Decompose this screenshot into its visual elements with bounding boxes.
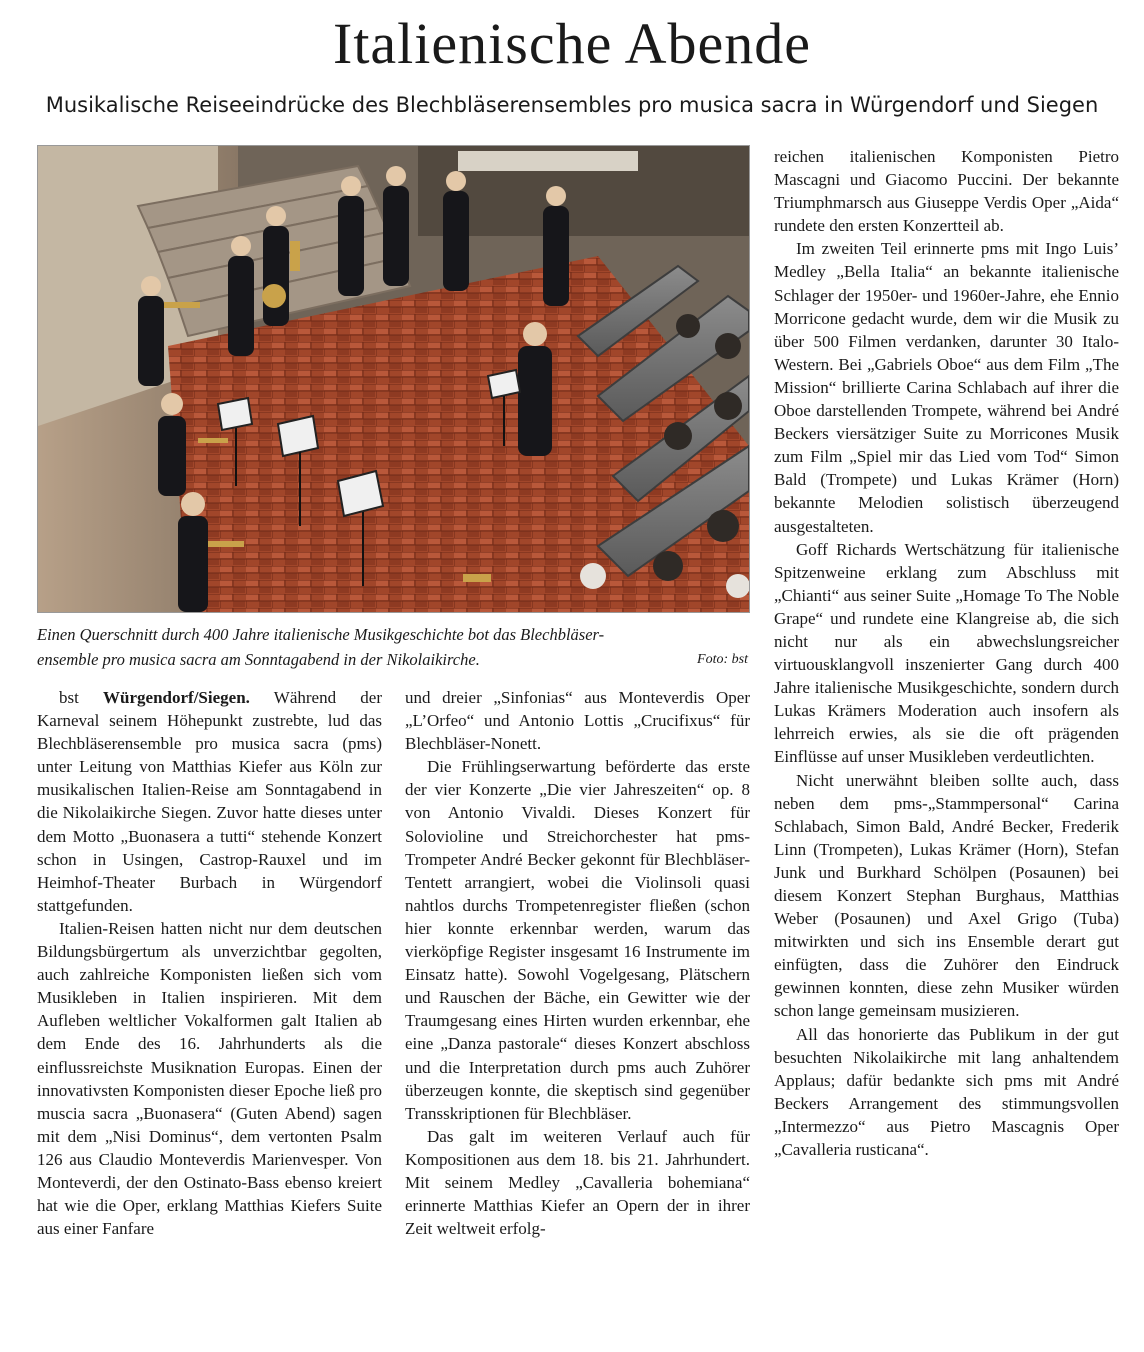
column-2 (405, 686, 750, 1240)
column-1 (37, 686, 382, 1240)
concert-photo (37, 145, 750, 613)
caption-line-2 (37, 647, 748, 672)
paragraph: und dreier „Sinfonias“ aus Monteverdis Oper „L’Orfeo“ und Antonio Lottis „Crucifixus“ für Blechbläser-Nonett. (405, 688, 750, 754)
column-3 (774, 145, 1119, 1161)
paragraph: Italien-Reisen hatten nicht nur dem deutschen Bildungsbürgertum als unverzichtbar gegolten, auch zahlreiche Komponisten ließen sich vom Musikleben in Italien inspirieren. Mit dem Aufleben weltlicher Vokalformen galt Italien ab dem Ende des 16. Jahrhunderts als die einflussreichste Musiknation Europas. Einen der innovativsten Komponisten dieser Epoche ließ pro muscia sacra „Buonasera“ (Guten Abend) sagen mit dem „Nisi Dominus“, dem vertonten Psalm 126 aus Claudio Monteverdis Marienvesper. Von Monteverdi, der den Ostinato-Bass ebenso kreiert hat wie die Oper, erklang Matthias Kiefers Suite aus einer Fanfare (37, 918, 382, 1239)
caption-line-1: Einen Querschnitt durch 400 Jahre italienische Musikgeschichte bot das Blechbläser- (37, 625, 605, 644)
paragraph: Das galt im weiteren Verlauf auch für Kompositionen aus dem 18. bis 21. Jahrhundert. Mit seinem Medley „Cavalleria bohemiana“ erinnerte Matthias Kiefer an Opern der in ihrer Zeit weltweit erfolg- (405, 1126, 750, 1239)
byline: bst (59, 688, 79, 707)
subheadline: Musikalische Reiseeindrücke des Blechbläserensembles pro musica sacra in Würgendorf und Siegen (45, 93, 1099, 117)
headline: Italienische Abende (333, 11, 811, 76)
dateline: Würgendorf/Siegen. (103, 688, 250, 707)
paragraph: Nicht unerwähnt bleiben sollte auch, dass neben dem pms-„Stammpersonal“ Carina Schlabach, Simon Bald, André Becker, Frederik Linn (Trompeten), Lukas Krämer (Horn), Stefan Junk und Burkhard Schölpen (Posaunen) bei diesem Konzert Stephan Burghaus, Matthias Weber (Posaunen) und Axel Grigo (Tuba) mitwirkten und sich ins Ensemble derart gut einfügten, dass die Zuhörer den Eindruck gewinnen konnten, diese zehn Musiker würden schon lange gemeinsam musizieren. (774, 770, 1119, 1021)
paragraph: Goff Richards Wertschätzung für italienische Spitzenweine erklang zum Abschluss mit „Chianti“ aus seiner Suite „Homage To The Noble Grape“ und rundete eine Klangreise ab, die sich nicht nur als ein abwechslungsreicher virtuousklangvoll inszenierter Gang durch 400 Jahre italienische Musikgeschichte, sondern durch Lukas Krämers Moderation auch insofern als lehrreich erwies, als sie die oft prägenden Einflüsse auf unser Musikleben verdeutlichten. (774, 539, 1119, 767)
paragraph: Die Frühlingserwartung beförderte das erste der vier Konzerte „Die vier Jahreszeiten“ op. 8 von Antonio Vivaldi. Dieses Konzert für Solovioline und Streichorchester hat pms-Trompeter André Becker gekonnt für Blechbläser-Tentett arrangiert, wobei die Violinsoli quasi nahtlos durchs Trompetenregister fließen (schon hier konnte erkennbar werden, warum das vierköpfige Register insgesamt 16 Instrumente im Einsatz hatte). Sowohl Vogelgesang, Plätschern und Rauschen der Bäche, ein Gewitter wie der Traumgesang eines Hirten wurden erkennbar, ehe eine „Danza pastorale“ dieses Konzert abschloss und die Interpretation durch pms auch Zuhörer überzeugen konnte, die skeptisch sind gegenüber Transskriptionen für Blechbläser. (405, 757, 750, 1123)
paragraph: Im zweiten Teil erinnerte pms mit Ingo Luis’ Medley „Bella Italia“ an bekannte italienische Schlager der 1950er- und 1960er-Jahre, ehe Ennio Morricone gedacht wurde, dem wir die Musik zu über 500 Filmen verdanken, darunter 30 Italo-Western. Bei „Gabriels Oboe“ aus dem Film „The Mission“ brillierte Carina Schlabach auf ihrer die Oboe darstellenden Trompete, während bei André Beckers viersätziger Suite zu Morricones Musik zum Film „Spiel mir das Lied vom Tod“ Simon Bald (Trompete) und Lukas Krämer (Horn) bekannte Melodien solistisch überzeugend ausgestalteten. (774, 239, 1119, 536)
paragraph-text: Während der Karneval seinem Höhepunkt zustrebte, lud das Blechbläserensemble pro musica sacra (pms) unter Leitung von Matthias Kiefer aus Köln zur musikalischen Italien-Reise am Sonntagabend in die Nikolaikirche Siegen. Zuvor hatte dieses unter dem Motto „Buonasera a tutti“ stehende Konzert schon in Usingen, Castrop-Rauxel und im Heimhof-Theater Burbach in Würgendorf stattgefunden. (37, 688, 382, 915)
paragraph: reichen italienischen Komponisten Pietro Mascagni und Giacomo Puccini. Der bekannte Triumphmarsch aus Giuseppe Verdis Oper „Aida“ rundete den ersten Konzertteil ab. (774, 147, 1119, 236)
paragraph (37, 686, 382, 917)
caption-line-2-text: ensemble pro musica sacra am Sonntagabend in der Nikolaikirche. (37, 650, 480, 669)
photo-credit: Foto: bst (697, 652, 748, 667)
paragraph: All das honorierte das Publikum in der gut besuchten Nikolaikirche mit lang anhaltendem Applaus; dafür bedankte sich pms mit André Beckers Arrangement des stimmungsvollen „Intermezzo“ aus Pietro Mascagnis Oper „Cavalleria rusticana“. (774, 1024, 1119, 1160)
photo-caption (37, 622, 748, 672)
